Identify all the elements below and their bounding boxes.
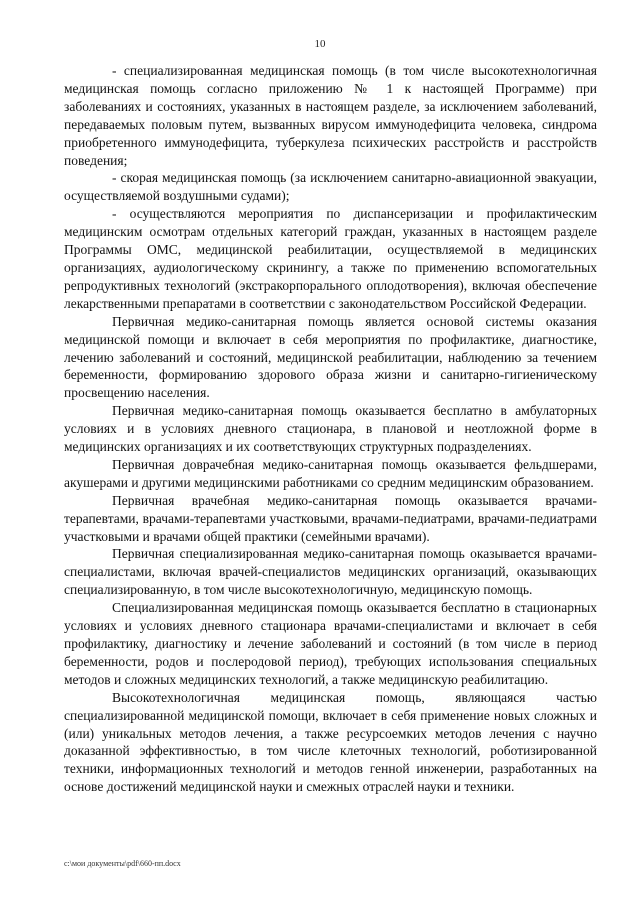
paragraph-primary-care-free: Первичная медико-санитарная помощь оказывается бесплатно в амбулаторных условиях и в условиях дневного стационара, в плановой и неотложной форме в медицинских организациях и их соответствующих структурных подразделениях. bbox=[64, 403, 597, 455]
paragraph-emergency-care-item: - скорая медицинская помощь (за исключением санитарно-авиационной эвакуации, осуществляемой воздушными судами); bbox=[64, 170, 597, 204]
paragraph-screening-item: - осуществляются мероприятия по диспансеризации и профилактическим медицинским осмотрам отдельных категорий граждан, указанных в настоящем разделе Программы ОМС, медицинской реабилитации, осуществляемой в медицинских организациях, аудиологическому скринингу, а также по применению вспомогательных репродуктивных технологий (экстракорпорального оплодотворения), включая обеспечение лекарственными препаратами в соответствии с законодательством Российской Федерации. bbox=[64, 206, 597, 311]
paragraph-doctor-care: Первичная врачебная медико-санитарная помощь оказывается врачами-терапевтами, врачами-терапевтами участковыми, врачами-педиатрами, врачами-педиатрами участковыми и врачами общей практики (семейными врачами). bbox=[64, 492, 597, 544]
page-number: 10 bbox=[314, 38, 326, 50]
paragraph-primary-care-basis: Первичная медико-санитарная помощь является основой системы оказания медицинской помощи и включает в себя мероприятия по профилактике, диагностике, лечению заболеваний и состояний, медицинской реабилитации, наблюдению за течением беременности, формированию здорового образа жизни и санитарно-гигиеническому просвещению населения. bbox=[64, 313, 597, 401]
paragraph-primary-specialized-care: Первичная специализированная медико-санитарная помощь оказывается врачами-специалистами, включая врачей-специалистов медицинских организаций, оказывающих специализированную, в том числе высокотехнологичную, медицинскую помощь. bbox=[64, 546, 597, 598]
paragraph-high-tech-care: Высокотехнологичная медицинская помощь, являющаяся частью специализированной медицинской помощи, включает в себя применение новых сложных и (или) уникальных методов лечения, а также ресурсоемких методов лечения с научно доказанной эффективностью, в том числе клеточных технологий, роботизированной техники, информационных технологий и методов генной инженерии, разработанных на основе достижений медицинской науки и смежных отраслей науки и техники. bbox=[64, 689, 597, 795]
paragraph-specialized-care-item: - специализированная медицинская помощь (в том числе высокотехнологичная медицинская помощь согласно приложению № 1 к настоящей Программе) при заболеваниях и состояниях, указанных в настоящем разделе, за исключением заболеваний, передаваемых половым путем, вызванных вирусом иммунодефицита человека, синдрома приобретенного иммунодефицита, туберкулеза психических расстройств и расстройств поведения; bbox=[64, 63, 597, 168]
paragraph-pre-doctor-care: Первичная доврачебная медико-санитарная помощь оказывается фельдшерами, акушерами и другими медицинскими работниками со средним медицинским образованием. bbox=[64, 456, 597, 490]
document-body bbox=[64, 62, 597, 796]
paragraph-specialized-care: Специализированная медицинская помощь оказывается бесплатно в стационарных условиях и условиях дневного стационара врачами-специалистами и включает в себя профилактику, диагностику и лечение заболеваний и состояний (в том числе в период беременности, родов и послеродовой период), требующих использования специальных методов и сложных медицинских технологий, а также медицинскую реабилитацию. bbox=[64, 600, 597, 687]
footer-file-path: c:\мои документы\pdf\660-пп.docx bbox=[64, 859, 181, 868]
